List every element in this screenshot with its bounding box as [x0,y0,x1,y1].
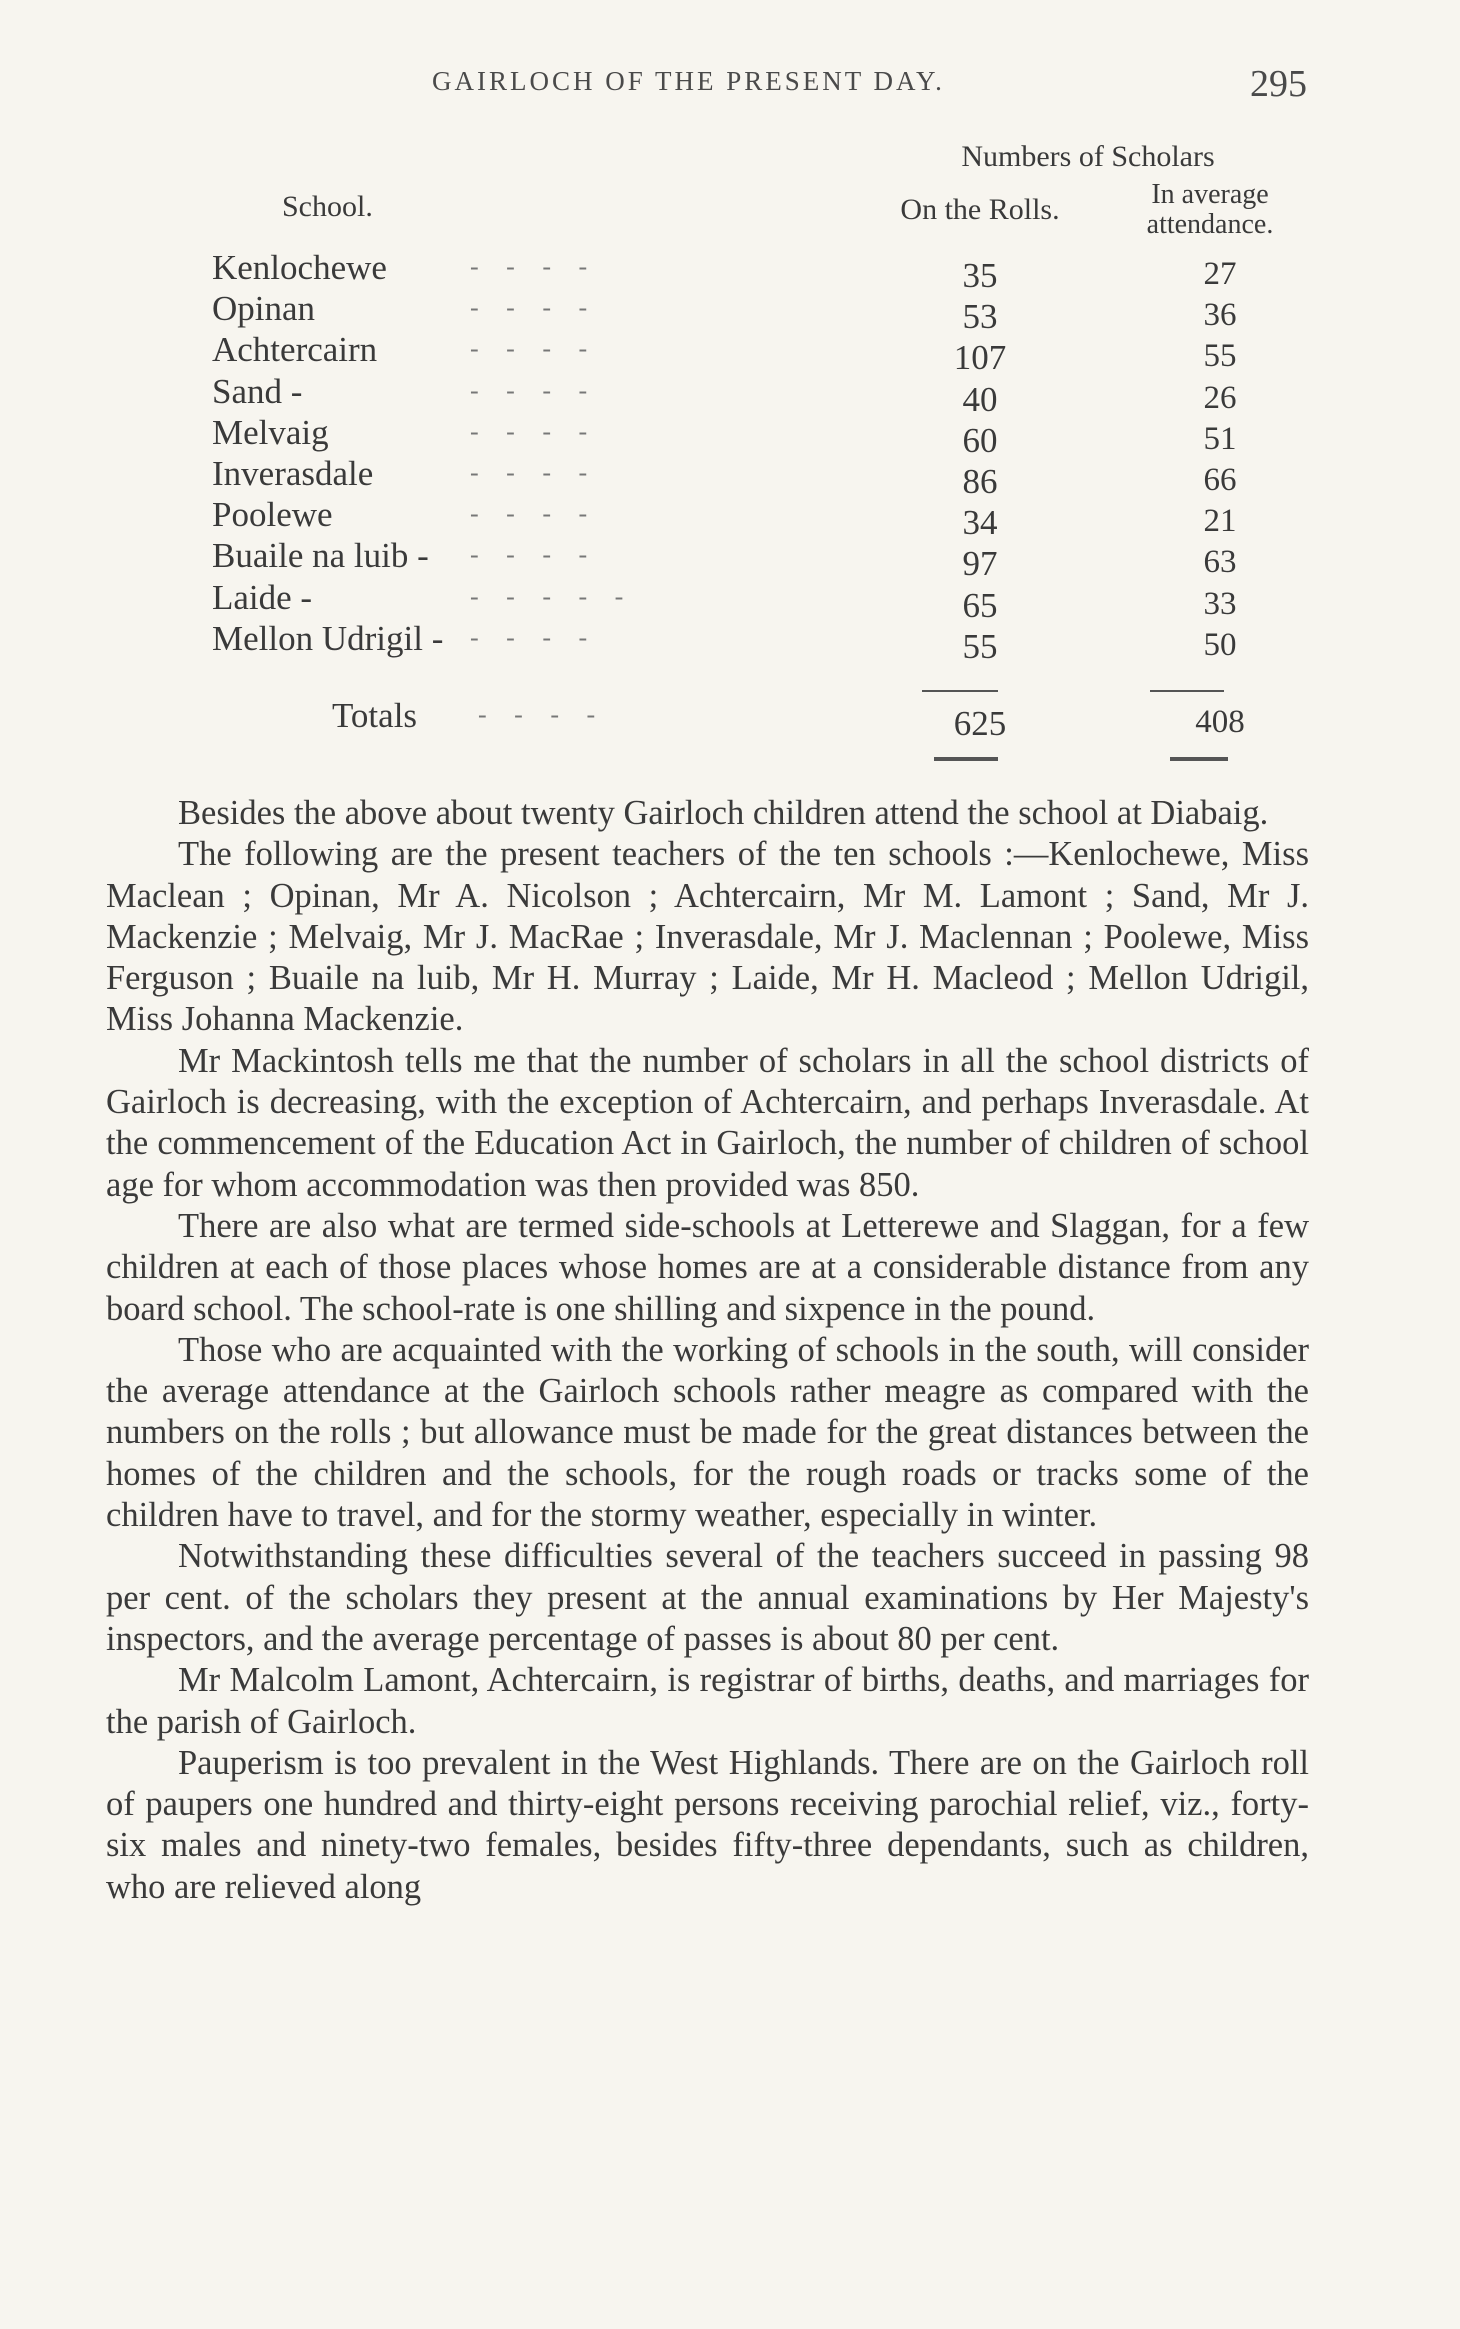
paragraph: Those who are acquainted with the working of schools in the south, will consider the average attendance at the Gairloch schools rather meagre as compared with the numbers on the rolls ; but allowance must be made for the great distances between the homes of the children and the schools, for the rough roads or tracks some of the children have to travel, and for the stormy weather, especially in winter. [106,1330,1309,1535]
body-text [106,793,1309,1908]
table-row [0,289,1460,337]
average-attendance: 21 [1203,503,1237,540]
average-total-double-rule [1170,757,1228,761]
rolls-count: 34 [962,503,998,543]
average-attendance: 50 [1203,626,1237,663]
paragraph: There are also what are termed side-schools at Letterewe and Slaggan, for a few children at each of those places whose homes are at a considerable distance from any board school. The school-rate is one shilling and sixpence in the pound. [106,1206,1309,1328]
table-row [0,453,1460,501]
school-name: Melvaig [212,412,329,452]
table-row [0,577,1460,625]
totals-leader-dashes: - - - - [478,700,598,729]
rolls-total-double-rule [934,757,998,761]
paragraph: Mr Malcolm Lamont, Achtercairn, is registrar of births, deaths, and marriages for the parish of Gairloch. [106,1661,1309,1741]
school-name: Buaile na luib - [212,536,429,576]
average-attendance: 27 [1203,256,1237,292]
leader-dashes: - - - - [470,540,590,570]
average-attendance: 66 [1203,461,1237,498]
rolls-sum-rule [922,690,998,692]
column-header-average [1120,180,1300,240]
table-row [0,536,1460,584]
page-header [0,62,1460,105]
leader-dashes: - - - - [470,375,590,405]
paragraph: Pauperism is too prevalent in the West Highlands. There are on the Gairloch roll of paupers one hundred and thirty-eight persons receiving parochial relief, viz., forty-six males and ninety-two females, besides fifty-three dependants, such as children, who are relieved along [106,1743,1309,1906]
leader-dashes: - - - - - [470,581,626,611]
table-row [0,330,1460,378]
average-sum-rule [1150,690,1224,692]
average-attendance: 55 [1203,338,1237,375]
rolls-count: 60 [962,420,998,460]
average-attendance: 26 [1203,379,1237,416]
leader-dashes: - - - - [470,416,590,446]
leader-dashes: - - - - [470,499,590,529]
column-header-rolls: On the Rolls. [900,193,1060,226]
leader-dashes: - - - - [470,252,590,281]
table-row [0,412,1460,460]
leader-dashes: - - - - [470,457,590,487]
school-table-body [0,248,1460,666]
school-name: Laide - [212,577,313,617]
school-name: Sand - [212,371,303,411]
paragraph: Besides the above about twenty Gairloch children attend the school at Diabaig. [178,794,1269,832]
rolls-count: 40 [962,379,998,419]
page-number: 295 [1250,63,1307,105]
column-header-school: School. [282,190,373,223]
paragraph: Notwithstanding these difficulties several of the teachers succeed in passing 98 per cent. of the scholars they present at the annual examinations by Her Majesty's inspectors, and the average percentage of passes is about 80 per cent. [106,1537,1309,1658]
table-header [0,140,1460,260]
running-title: GAIRLOCH OF THE PRESENT DAY. [432,66,945,96]
totals-row [0,696,1460,746]
leader-dashes: - - - - [470,334,590,364]
table-row [0,248,1460,295]
table-row [0,371,1460,419]
rolls-count: 86 [962,461,998,501]
totals-rolls: 625 [953,704,1007,743]
table-group-header: Numbers of Scholars [961,140,1215,173]
school-name: Opinan [212,289,316,329]
rolls-count: 97 [962,544,998,584]
rolls-count: 65 [962,585,998,625]
paragraph: Mr Mackintosh tells me that the number of scholars in all the school districts of Gairloch is decreasing, with the exception of Achtercairn, and perhaps Inverasdale. At the commencement of the Education Act in Gairloch, the number of children of school age for whom accommodation was then provided was 850. [106,1041,1309,1204]
column-header-average-line2: attendance. [1146,209,1274,240]
column-header-average-line1: In average [1151,179,1269,210]
leader-dashes: - - - - [470,622,590,652]
school-name: Poolewe [212,495,333,535]
leader-dashes: - - - - [470,293,590,323]
table-row [0,495,1460,543]
paragraph: The following are the present teachers of the ten schools :—Kenlochewe, Miss Maclean ; Opinan, Mr A. Nicolson ; Achtercairn, Mr M. Lamont ; Sand, Mr J. Mackenzie ; Melvaig, Mr J. MacRae ; Inverasdale, Mr J. Maclennan ; Poolewe, Miss Ferguson ; Buaile na luib, Mr H. Murray ; Laide, Mr H. Macleod ; Mellon Udrigil, Miss Johanna Mackenzie. [106,835,1309,1039]
rolls-count: 53 [962,297,998,337]
average-attendance: 36 [1203,297,1237,334]
table-row [0,618,1460,666]
average-attendance: 63 [1203,544,1237,581]
totals-label: Totals [332,696,418,735]
totals-average: 408 [1195,704,1245,740]
school-name: Achtercairn [212,330,378,370]
rolls-count: 55 [962,626,998,666]
rolls-count: 35 [962,256,998,295]
school-name: Kenlochewe [212,248,387,287]
school-name: Inverasdale [212,453,374,493]
school-name: Mellon Udrigil - [212,618,444,658]
average-attendance: 51 [1203,420,1237,457]
average-attendance: 33 [1203,585,1237,622]
rolls-count: 107 [953,338,1007,378]
